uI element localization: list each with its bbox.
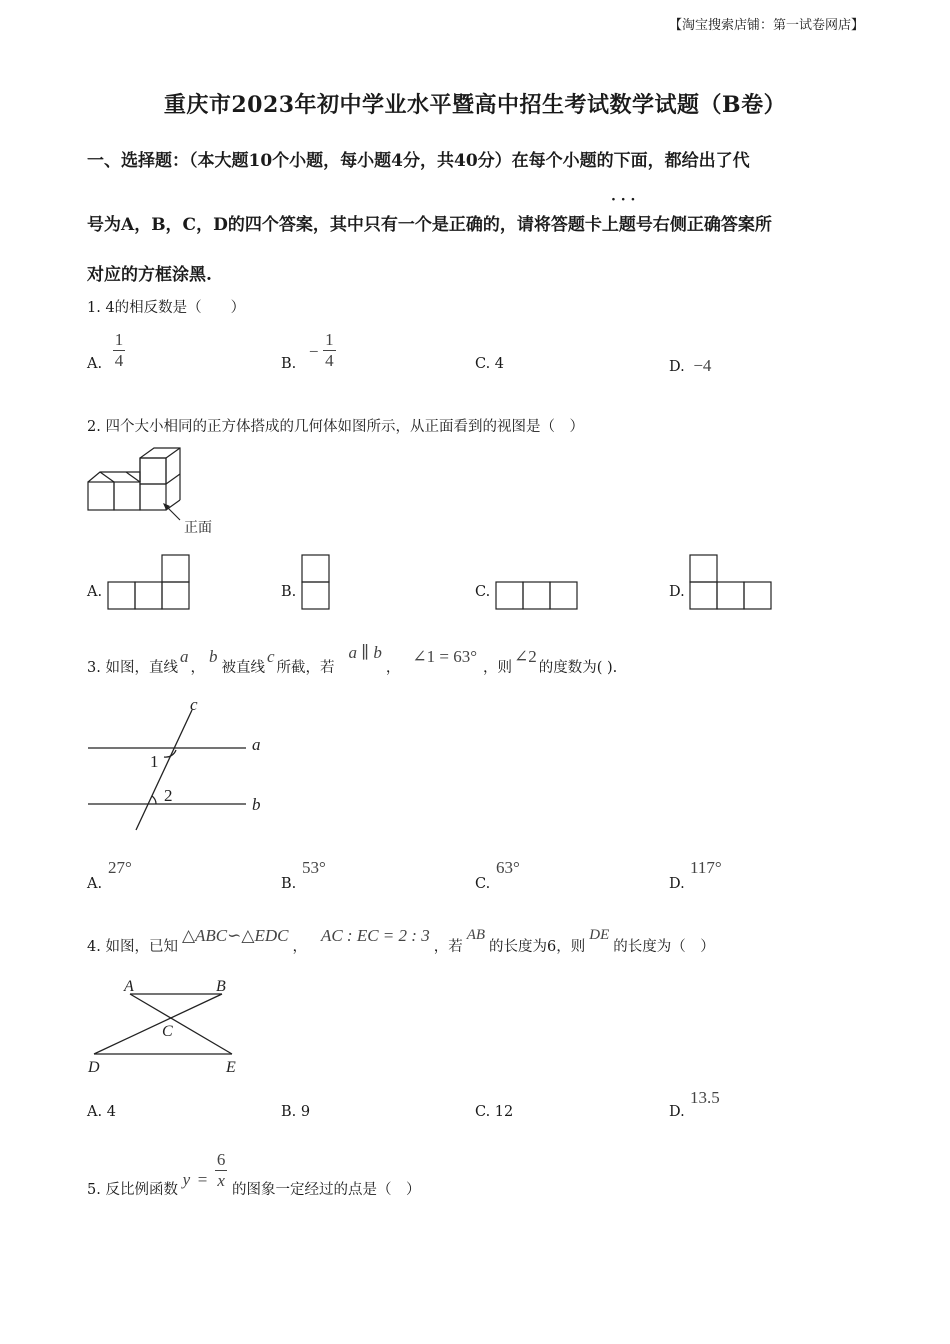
q4-text-2: ， xyxy=(292,939,307,955)
q3-angle1: ∠1 = 63° xyxy=(412,647,477,666)
q3-fig-label-c: c xyxy=(190,695,198,714)
q3-fig-label-b: b xyxy=(252,795,261,814)
q4-fig-label-D: D xyxy=(88,1059,100,1076)
q3-text-7: 的度数为( ). xyxy=(538,660,618,676)
q2-option-d-view[interactable] xyxy=(688,554,774,612)
q5-text-2: 的图象一定经过的点是（ ） xyxy=(232,1182,421,1198)
q3-stem xyxy=(87,643,618,677)
q1-stem: 1. 4的相反数是（ ） xyxy=(87,300,246,316)
q1-a-fraction xyxy=(113,330,126,371)
q1-d-value: −4 xyxy=(693,356,712,375)
emphasis-dots: · · · xyxy=(611,192,636,208)
q3-text-5: ， xyxy=(385,660,401,676)
q2-option-d-label: D. xyxy=(669,584,685,600)
q3-text-1: 3. 如图，直线 xyxy=(87,660,178,676)
q4-option-a: A. 4 xyxy=(87,1104,116,1120)
q1-b-label: B. xyxy=(281,356,297,372)
q4-text-4: 的长度为6，则 xyxy=(489,939,586,955)
q4-option-c: C. 12 xyxy=(475,1104,514,1120)
q1-option-a xyxy=(87,330,125,372)
q3-parallel: a ∥ b xyxy=(348,643,382,662)
q5-text-1: 5. 反比例函数 xyxy=(87,1182,178,1198)
q5-num: 6 xyxy=(216,1150,226,1169)
q4-ab: AB xyxy=(466,927,486,943)
q3-figure xyxy=(84,690,274,832)
q1-b-fraction xyxy=(323,330,336,371)
q2-option-b-label: B. xyxy=(281,584,297,600)
section-instructions-line1: 一、选择题：（本大题10个小题，每小题4分，共40分）在每个小题的下面，都给出了代 xyxy=(87,151,750,171)
q3-option-b-label: B. xyxy=(281,876,297,892)
q3-text-3: 被直线 xyxy=(221,660,265,676)
q4-fig-label-C: C xyxy=(162,1023,173,1040)
q3-option-b-value: 53° xyxy=(302,858,326,877)
q4-stem xyxy=(87,926,715,956)
q3-var-c: c xyxy=(266,647,275,666)
q1-option-b xyxy=(281,330,336,372)
q2-option-c-label: C. xyxy=(475,584,491,600)
q1-a-den: 4 xyxy=(114,351,124,370)
q4-ratio: AC : EC = 2 : 3 xyxy=(320,926,430,945)
q2-option-b-view[interactable] xyxy=(300,554,334,612)
q5-fraction xyxy=(215,1150,228,1191)
q4-figure xyxy=(84,974,254,1076)
q4-option-b: B. 9 xyxy=(281,1104,311,1120)
q5-den: x xyxy=(217,1171,225,1190)
q3-var-b: b xyxy=(208,647,218,666)
section-instructions-line2: 号为A，B，C，D的四个答案，其中只有一个是正确的，请将答题卡上题号右侧正确答案所 xyxy=(87,215,772,235)
q5-stem xyxy=(87,1150,421,1199)
exam-title: 重庆市2023年初中学业水平暨高中招生考试数学试题（B卷） xyxy=(163,92,787,118)
q4-text-5: 的长度为（ ） xyxy=(613,939,715,955)
q3-option-d-label: D. xyxy=(669,876,685,892)
q1-option-d xyxy=(669,356,711,376)
q2-option-a-view[interactable] xyxy=(106,554,192,612)
q4-similar: △ABC∽△EDC xyxy=(181,926,289,945)
q2-option-c-view[interactable] xyxy=(494,580,580,612)
q2-front-label: 正面 xyxy=(184,521,212,536)
q3-var-a: a xyxy=(179,647,189,666)
q4-option-d-value: 13.5 xyxy=(690,1088,720,1107)
q3-option-c-label: C. xyxy=(475,876,491,892)
q3-angle1-arc xyxy=(164,750,176,757)
q3-text-6: ，则 xyxy=(483,660,512,676)
q1-d-label: D. xyxy=(669,359,685,375)
q3-option-a-value: 27° xyxy=(108,858,132,877)
shop-tag: 【淘宝搜索店铺：第一试卷网店】 xyxy=(668,18,864,33)
q1-option-c: C. 4 xyxy=(475,356,505,372)
section-instructions-line3: 对应的方框涂黑. xyxy=(87,265,212,285)
q4-text-1: 4. 如图，已知 xyxy=(87,939,178,955)
q5-equals: = xyxy=(197,1170,208,1189)
q1-b-den: 4 xyxy=(325,351,334,370)
q4-fig-label-A: A xyxy=(124,978,134,995)
q3-fig-label-2: 2 xyxy=(164,786,173,805)
q3-fig-label-a: a xyxy=(252,735,261,754)
q1-a-label: A. xyxy=(87,356,103,372)
q4-text-3: ，若 xyxy=(433,939,463,955)
q3-angle2-arc xyxy=(152,796,156,804)
q3-line-c xyxy=(136,710,192,830)
q3-text-4: 所截，若 xyxy=(276,660,335,676)
q2-cube-figure xyxy=(84,444,234,540)
q4-de: DE xyxy=(589,927,610,943)
q1-b-sign: − xyxy=(308,342,319,361)
q4-fig-label-E: E xyxy=(226,1059,236,1076)
q2-stem: 2. 四个大小相同的正方体搭成的几何体如图所示，从正面看到的视图是（ ） xyxy=(87,419,584,435)
q3-fig-label-1: 1 xyxy=(150,752,159,771)
q3-option-d-value: 117° xyxy=(690,858,722,877)
q3-option-c-value: 63° xyxy=(496,858,520,877)
q3-angle2: ∠2 xyxy=(514,647,537,666)
q1-b-num: 1 xyxy=(325,330,334,349)
q4-fig-label-B: B xyxy=(216,978,226,995)
q1-a-num: 1 xyxy=(114,330,124,349)
q3-text-2: ， xyxy=(190,660,205,676)
q3-option-a-label: A. xyxy=(87,876,103,892)
q5-var-y: y xyxy=(182,1170,191,1189)
q2-option-a-label: A. xyxy=(87,584,103,600)
q4-option-d-label: D. xyxy=(669,1104,685,1120)
